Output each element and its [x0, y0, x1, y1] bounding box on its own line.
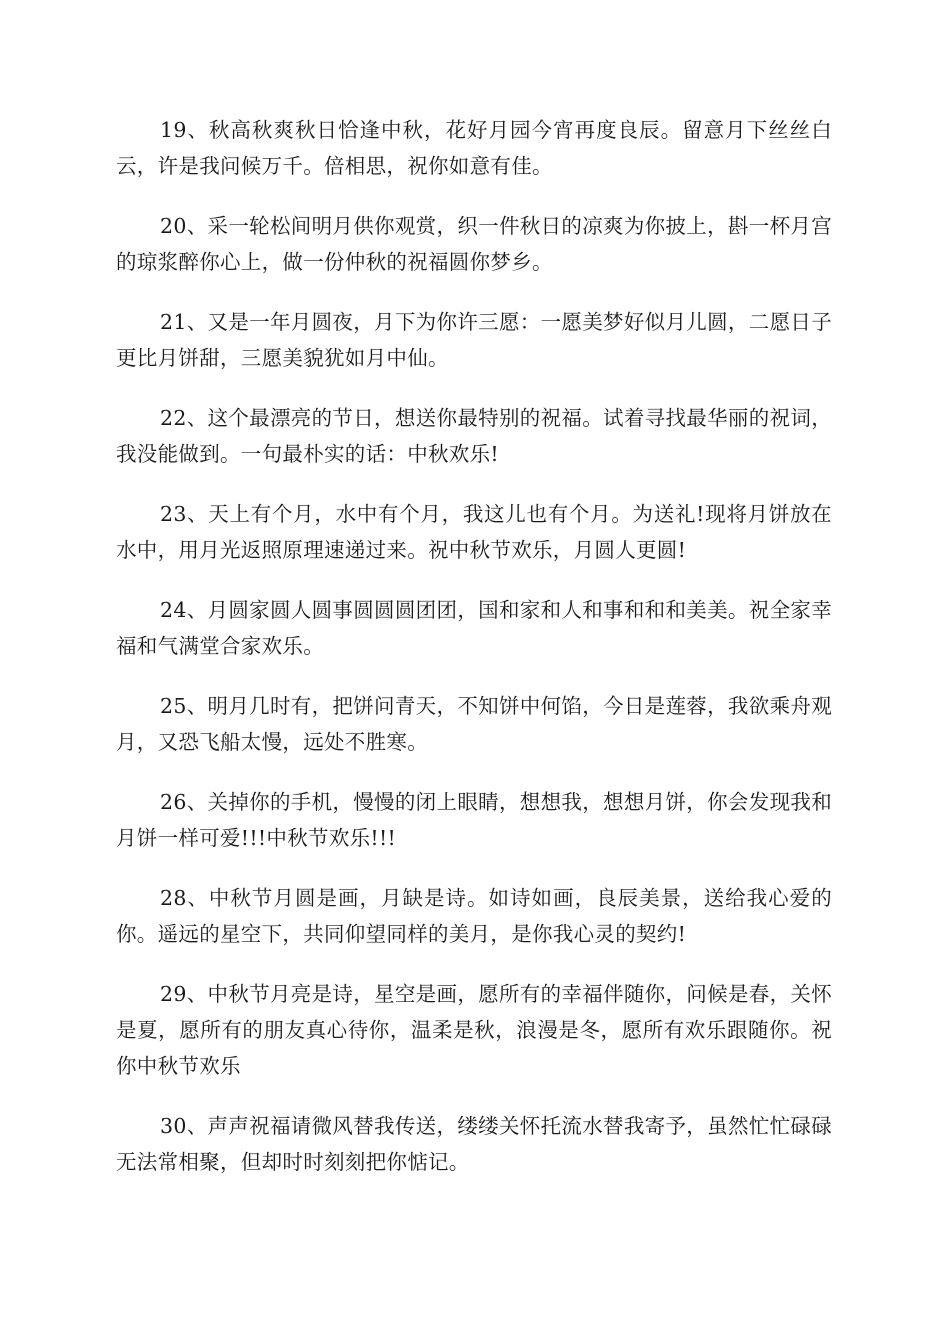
paragraph-30: 30、声声祝福请微风替我传送，缕缕关怀托流水替我寄予，虽然忙忙碌碌无法常相聚，但却时时刻刻把你惦记。 — [116, 1114, 832, 1174]
paragraph-20: 20、采一轮松间明月供你观赏，织一件秋日的凉爽为你披上，斟一杯月宫的琼浆醉你心上，做一份仲秋的祝福圆你梦乡。 — [116, 214, 832, 274]
paragraph-26: 26、关掉你的手机，慢慢的闭上眼睛，想想我，想想月饼，你会发现我和月饼一样可爱!!!中秋节欢乐!!! — [116, 790, 832, 850]
paragraph-19: 19、秋高秋爽秋日恰逢中秋，花好月园今宵再度良辰。留意月下丝丝白云，许是我问候万千。倍相思，祝你如意有佳。 — [116, 118, 832, 178]
paragraph-22: 22、这个最漂亮的节日，想送你最特别的祝福。试着寻找最华丽的祝词，我没能做到。一句最朴实的话：中秋欢乐! — [116, 406, 832, 466]
paragraph-21: 21、又是一年月圆夜，月下为你许三愿：一愿美梦好似月儿圆，二愿日子更比月饼甜，三愿美貌犹如月中仙。 — [116, 310, 832, 370]
paragraph-28: 28、中秋节月圆是画，月缺是诗。如诗如画，良辰美景，送给我心爱的你。遥远的星空下，共同仰望同样的美月，是你我心灵的契约! — [116, 886, 832, 946]
paragraph-25: 25、明月几时有，把饼问青天，不知饼中何馅，今日是莲蓉，我欲乘舟观月，又恐飞船太慢，远处不胜寒。 — [116, 694, 832, 754]
paragraph-29: 29、中秋节月亮是诗，星空是画，愿所有的幸福伴随你，问候是春，关怀是夏，愿所有的朋友真心待你，温柔是秋，浪漫是冬，愿所有欢乐跟随你。祝你中秋节欢乐 — [116, 982, 832, 1078]
paragraph-23: 23、天上有个月，水中有个月，我这儿也有个月。为送礼!现将月饼放在水中，用月光返照原理速递过来。祝中秋节欢乐，月圆人更圆! — [116, 502, 832, 562]
paragraph-24: 24、月圆家圆人圆事圆圆圆团团，国和家和人和事和和和美美。祝全家幸福和气满堂合家欢乐。 — [116, 598, 832, 658]
document-body — [116, 112, 832, 1204]
